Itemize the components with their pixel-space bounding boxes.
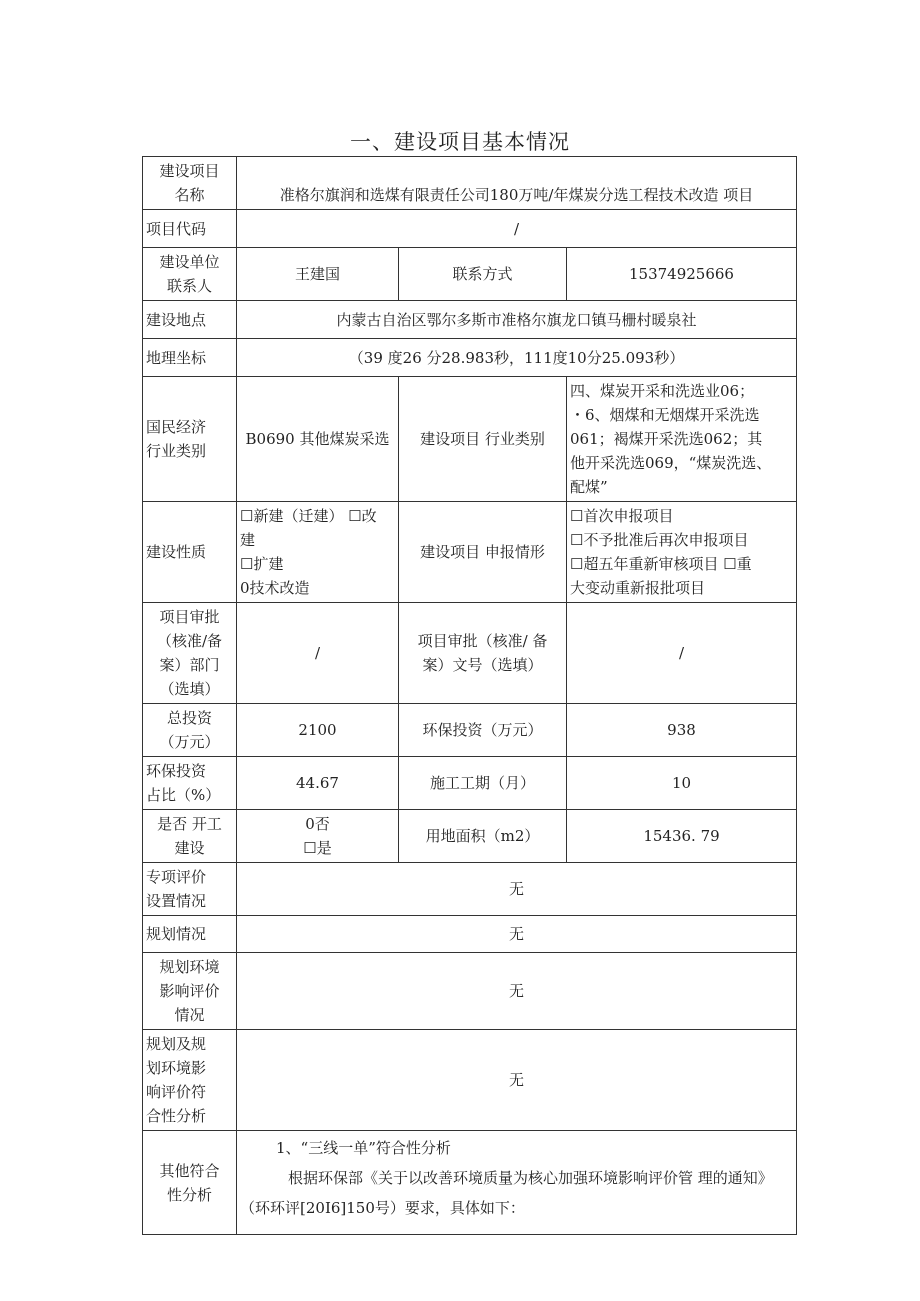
value-approval-dept: / xyxy=(237,603,399,704)
value-coordinates: （39 度26 分28.983秒，111度10分25.093秒） xyxy=(237,339,797,377)
value-env-investment: 938 xyxy=(567,704,797,757)
other-heading: 1、“三线一单”符合性分析 xyxy=(276,1139,451,1157)
label-started: 是否 开工 建设 xyxy=(143,810,237,863)
value-project-code: / xyxy=(237,210,797,248)
row-special-eval xyxy=(143,863,797,916)
label-nature: 建设性质 xyxy=(143,502,237,603)
value-industry-category: 四、煤炭开采和洗选业06； ・6、烟煤和无烟煤开采洗选 061；褐煤开采洗选062；其 他开采洗选069，“煤炭洗选、 配煤” xyxy=(567,377,797,502)
row-planning-env xyxy=(143,953,797,1030)
value-planning: 无 xyxy=(237,916,797,953)
row-location xyxy=(143,301,797,339)
label-planning-conformity: 规划及规 划环境影 响评价符 合性分析 xyxy=(143,1030,237,1131)
value-nature: ☐新建（迁建） ☐改 建 ☐扩建 0技术改造 xyxy=(237,502,399,603)
label-location: 建设地点 xyxy=(143,301,237,339)
label-planning: 规划情况 xyxy=(143,916,237,953)
value-construction-period: 10 xyxy=(567,757,797,810)
project-info-table xyxy=(142,156,797,1235)
row-contact xyxy=(143,248,797,301)
value-investment: 2100 xyxy=(237,704,399,757)
value-industry: B0690 其他煤炭采选 xyxy=(237,377,399,502)
label-construction-period: 施工工期（月） xyxy=(399,757,567,810)
row-project-code xyxy=(143,210,797,248)
label-other: 其他符合 性分析 xyxy=(143,1131,237,1235)
label-project-code: 项目代码 xyxy=(143,210,237,248)
label-industry: 国民经济 行业类别 xyxy=(143,377,237,502)
row-planning xyxy=(143,916,797,953)
value-planning-conformity: 无 xyxy=(237,1030,797,1131)
value-land-area: 15436. 79 xyxy=(567,810,797,863)
value-contact-phone: 15374925666 xyxy=(567,248,797,301)
value-contact-person: 王建国 xyxy=(237,248,399,301)
label-approval-doc: 项目审批（核准/ 备 案）文号（选填） xyxy=(399,603,567,704)
row-coordinates xyxy=(143,339,797,377)
row-investment xyxy=(143,704,797,757)
row-planning-conformity xyxy=(143,1030,797,1131)
row-other xyxy=(143,1131,797,1235)
option-no: 0否 xyxy=(305,815,330,833)
value-project-name: 准格尔旗润和选煤有限责任公司180万吨/年煤炭分选工程技术改造 项目 xyxy=(237,157,797,210)
label-env-investment: 环保投资（万元） xyxy=(399,704,567,757)
value-approval-doc: / xyxy=(567,603,797,704)
row-approval xyxy=(143,603,797,704)
row-project-name xyxy=(143,157,797,210)
value-planning-env: 无 xyxy=(237,953,797,1030)
label-special-eval: 专项评价 设置情况 xyxy=(143,863,237,916)
label-ratio: 环保投资 占比（%） xyxy=(143,757,237,810)
row-nature xyxy=(143,502,797,603)
label-approval: 项目审批 （核准/备 案）部门 （选填） xyxy=(143,603,237,704)
label-planning-env: 规划环境 影响评价 情况 xyxy=(143,953,237,1030)
value-location: 内蒙古自治区鄂尔多斯市准格尔旗龙口镇马栅村暖泉社 xyxy=(237,301,797,339)
label-coordinates: 地理坐标 xyxy=(143,339,237,377)
row-industry xyxy=(143,377,797,502)
row-started xyxy=(143,810,797,863)
label-declaration: 建设项目 申报情形 xyxy=(399,502,567,603)
option-yes: ☐是 xyxy=(303,839,332,857)
label-contact: 建设单位 联系人 xyxy=(143,248,237,301)
label-industry-category: 建设项目 行业类别 xyxy=(399,377,567,502)
label-investment: 总投资 （万元） xyxy=(143,704,237,757)
other-paragraph: 根据环保部《关于以改善环境质量为核心加强环境影响评价管 理的通知》（环环评[20I6]150号）要求，具体如下： xyxy=(240,1169,773,1217)
page-title: 一、建设项目基本情况 xyxy=(350,130,570,154)
row-ratio xyxy=(143,757,797,810)
label-project-name: 建设项目 名称 xyxy=(143,157,237,210)
value-special-eval: 无 xyxy=(237,863,797,916)
value-declaration: ☐首次申报项目 ☐不予批准后再次申报项目 ☐超五年重新审核项目 ☐重 大变动重新报批项目 xyxy=(567,502,797,603)
value-other xyxy=(237,1131,797,1235)
label-land-area: 用地面积（m2） xyxy=(399,810,567,863)
value-ratio: 44.67 xyxy=(237,757,399,810)
label-contact-method: 联系方式 xyxy=(399,248,567,301)
value-started xyxy=(237,810,399,863)
